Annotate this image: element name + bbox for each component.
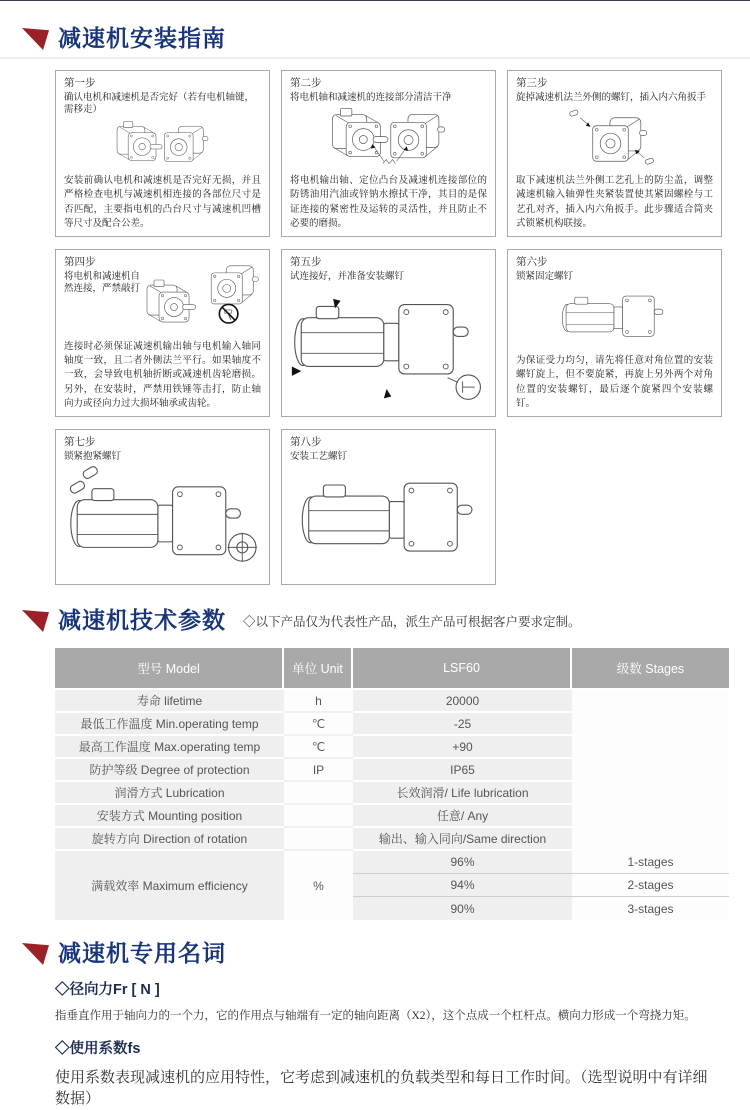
step-8-box [281, 429, 496, 585]
step-5-subtitle: 试连接好，并准备安装螺钉 [290, 271, 405, 282]
red-triangle-icon [22, 610, 49, 632]
param-name: 安装方式 Mounting position [55, 805, 284, 828]
parameters-table [55, 648, 729, 920]
steps-grid [55, 70, 723, 585]
term-service-factor-description: 使用系数表现减速机的应用特性，它考虑到减速机的负载类型和每日工作时间。（选型说明中有详细数据） [55, 1070, 708, 1108]
param-value: +90 [353, 736, 572, 759]
param-value: -25 [353, 713, 572, 736]
terms-header [22, 942, 750, 965]
param-value: IP65 [353, 759, 572, 782]
efficiency-value: 96% [353, 851, 572, 874]
table-row [55, 851, 729, 874]
terms-title: 减速机专用名词 [58, 940, 226, 966]
step-3-box [507, 70, 722, 237]
efficiency-stage: 1-stages [572, 851, 729, 874]
param-name: 最低工作温度 Min.operating temp [55, 713, 284, 736]
col-header-stages: 级数 Stages [572, 648, 729, 690]
stages-empty-cell [572, 690, 729, 851]
step-7-box [55, 429, 270, 585]
term-service-factor: ◇使用系数fs [55, 1041, 141, 1058]
param-unit: ℃ [284, 736, 353, 759]
terms-section [0, 942, 750, 1110]
param-unit: ℃ [284, 713, 353, 736]
step-7-head [64, 436, 261, 463]
param-unit [284, 782, 353, 805]
param-name: 旋转方向 Direction of rotation [55, 828, 284, 851]
step-1-head [64, 77, 261, 117]
step-1-label: 第一步 [64, 78, 96, 89]
efficiency-stage: 3-stages [572, 897, 729, 920]
step-4-subtitle: 将电机和减速机自然连接，严禁敲打 [64, 271, 141, 295]
param-unit-efficiency: % [284, 851, 353, 920]
term-radial-force-description: 指垂直作用于轴向力的一个力，它的作用点与轴端有一定的轴向距离（X2），这个点成一个杠杆点。横向力形成一个弯挠力矩。 [55, 1010, 696, 1022]
param-name: 润滑方式 Lubrication [55, 782, 284, 805]
step-4-top [64, 256, 261, 338]
step-1-box [55, 70, 270, 237]
param-name: 防护等级 Degree of protection [55, 759, 284, 782]
term-radial-force: ◇径向力Fr [ N ] [55, 982, 160, 998]
step-2-illustration [290, 104, 487, 172]
tech-params-section [0, 609, 750, 920]
step-5-head [290, 256, 487, 283]
step-5-illustration [290, 283, 487, 411]
param-name-efficiency: 满载效率 Maximum efficiency [55, 851, 284, 920]
step-1-illustration [64, 117, 261, 172]
step-3-label: 第三步 [516, 78, 548, 89]
param-unit: h [284, 690, 353, 713]
efficiency-value: 94% [353, 874, 572, 897]
step-8-subtitle: 安装工艺螺钉 [290, 451, 348, 462]
step-8-head [290, 436, 487, 463]
step-7-label: 第七步 [64, 437, 96, 448]
table-header-row [55, 648, 729, 690]
param-value: 输出、输入同向/Same direction [353, 828, 572, 851]
step-6-box [507, 249, 722, 417]
step-7-subtitle: 锁紧抱紧螺钉 [64, 451, 122, 462]
step-4-box [55, 249, 270, 417]
step-1-subtitle: 确认电机和减速机是否完好（若有电机轴键，需移走） [64, 92, 255, 116]
table-row [55, 690, 729, 713]
step-5-label: 第五步 [290, 257, 322, 268]
step-3-illustration [516, 104, 713, 172]
col-header-model: 型号 Model [55, 648, 284, 690]
step-2-head [290, 77, 487, 104]
step-2-label: 第二步 [290, 78, 322, 89]
step-2-subtitle: 将电机轴和减速机的连接部分清洁干净 [290, 92, 452, 103]
tech-params-title: 减速机技术参数 [58, 607, 226, 633]
step-8-illustration [290, 463, 487, 579]
tech-params-header [22, 609, 750, 632]
step-5-box [281, 249, 496, 417]
tech-params-note: ◇以下产品仅为代表性产品，派生产品可根据客户要求定制。 [243, 615, 581, 629]
step-1-description: 安装前确认电机和减速机是否完好无损，并且严格检查电机与减速机相连接的各部位尺寸是否匹配，主要指电机的凸台尺寸与减速机凹槽等尺寸及配合公差。 [64, 176, 261, 229]
step-6-head [516, 256, 713, 283]
param-value: 任意/ Any [353, 805, 572, 828]
col-header-lsf60: LSF60 [353, 648, 572, 690]
param-name: 寿命 lifetime [55, 690, 284, 713]
efficiency-stage: 2-stages [572, 874, 729, 897]
install-guide-title: 减速机安装指南 [58, 25, 226, 51]
step-6-label: 第六步 [516, 257, 548, 268]
step-6-description: 为保证受力均匀，请先将任意对角位置的安装螺钉旋上，但不要旋紧，再旋上另外两个对角位置的安装螺钉，最后逐个旋紧四个安装螺钉。 [516, 356, 713, 409]
step-8-label: 第八步 [290, 437, 322, 448]
step-3-subtitle: 旋掉减速机法兰外侧的螺钉，插入内六角扳手 [516, 92, 707, 103]
red-triangle-icon [22, 943, 49, 965]
step-6-subtitle: 锁紧固定螺钉 [516, 271, 574, 282]
step-2-description: 将电机输出轴、定位凸台及减速机连接部位的防锈油用汽油或锌钠水擦拭干净，其目的是保证连接的紧密性及运转的灵活性，并且防止不必要的磨损。 [290, 176, 487, 229]
param-value: 20000 [353, 690, 572, 713]
step-4-head [64, 256, 147, 338]
step-4-description: 连接时必须保证减速机输出轴与电机输入轴同轴度一致，且二者外侧法兰平行。如果轴度不一致，会导致电机轴折断或减速机齿轮磨损。另外，在安装时，严禁用铁锤等击打，防止轴向力或径向力过大损坏轴承或齿轮。 [64, 341, 261, 409]
param-unit: IP [284, 759, 353, 782]
install-guide-section [0, 1, 750, 585]
param-unit [284, 805, 353, 828]
param-unit [284, 828, 353, 851]
step-3-head [516, 77, 713, 104]
step-7-illustration [64, 463, 261, 579]
col-header-unit: 单位 Unit [284, 648, 353, 690]
param-name: 最高工作温度 Max.operating temp [55, 736, 284, 759]
param-value: 长效润滑/ Life lubrication [353, 782, 572, 805]
red-triangle-icon [22, 28, 49, 50]
header-divider [0, 57, 750, 60]
efficiency-value: 90% [353, 897, 572, 920]
install-guide-header [22, 27, 750, 50]
step-4-illustration [147, 256, 261, 338]
step-3-description: 取下减速机法兰外侧工艺孔上的防尘盖，调整减速机输入轴弹性夹紧装置使其紧固螺栓与工艺孔对齐，插入内六角扳手。此步骤适合筒夹式锁紧机构联接。 [516, 176, 713, 229]
step-6-illustration [516, 283, 713, 352]
step-2-box [281, 70, 496, 237]
step-4-label: 第四步 [64, 257, 96, 268]
